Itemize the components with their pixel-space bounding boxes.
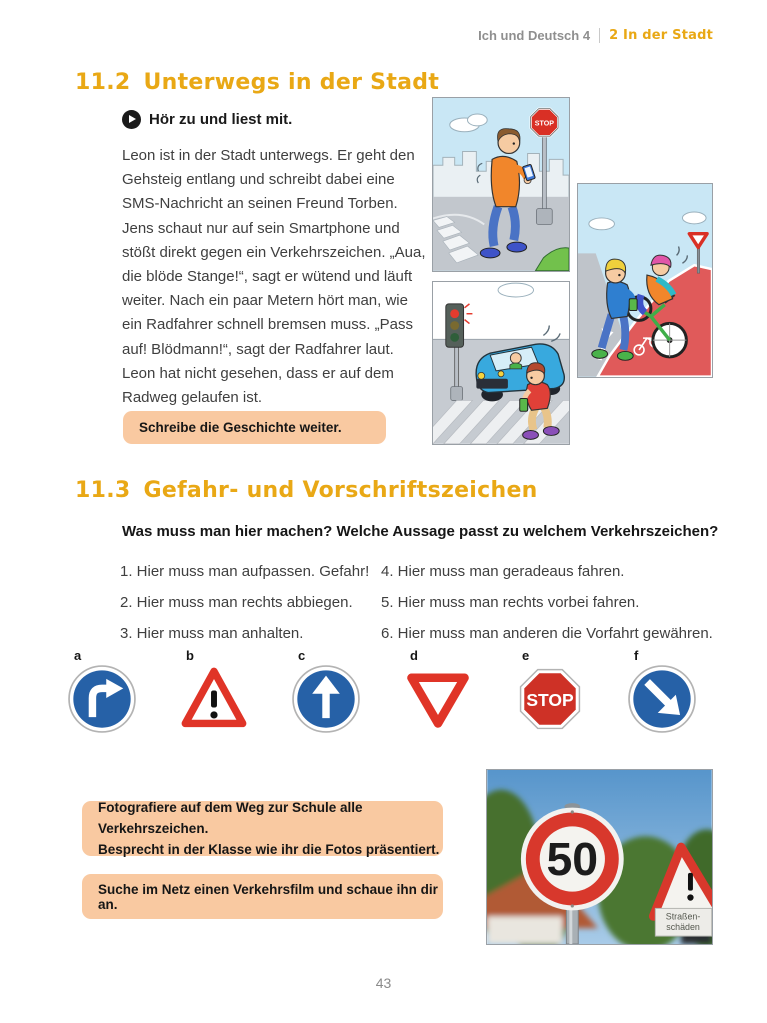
sign-option-e xyxy=(516,648,588,733)
speed-limit-value: 50 xyxy=(546,832,599,885)
statements-right-column xyxy=(381,556,713,649)
task-box-label: Schreibe die Geschichte weiter. xyxy=(139,420,342,435)
illustration-stop-label: STOP xyxy=(534,119,554,128)
book-title: Ich und Deutsch 4 xyxy=(478,28,591,43)
statement-item: 2. Hier muss man rechts abbiegen. xyxy=(120,594,353,611)
sign-letter: a xyxy=(74,648,82,663)
sign-option-d xyxy=(404,648,476,733)
road-damage-sign-line2: schäden xyxy=(666,922,700,933)
stop-sign-icon xyxy=(516,665,584,733)
illustration-cyclist-bike-path xyxy=(577,183,713,378)
story-text: Leon ist in der Stadt unterwegs. Er geht den Gehsteig entlang und schreibt dabei eine SMS-Nachricht an seinen Freund Torben. Jens schaut nur auf sein Smartphone und stößt direkt gegen ein Verkehrszeichen. „Aua, die blöde Stange!“, sagt er wütend und läuft weiter. Nach ein paar Metern hört man, wie ein Radfahrer schnell bremsen muss. „Pass auf! Blödmann!“, sagt der Radfahrer laut. Leon hat nicht gesehen, dass er auf dem Radweg gelaufen ist. xyxy=(122,147,426,407)
exercise-question: Was muss man hier machen? Welche Aussage passt zu welchem Verkehrszeichen? xyxy=(122,523,719,540)
statement-item: 5. Hier muss man rechts vorbei fahren. xyxy=(381,594,640,611)
task-box-film xyxy=(82,874,443,919)
listen-instruction xyxy=(122,110,292,129)
page-number: 43 xyxy=(375,975,392,991)
chapter-title: 2 In der Stadt xyxy=(609,28,713,43)
header-divider xyxy=(599,28,600,43)
sign-letter: b xyxy=(186,648,194,663)
task-box-line: Fotografiere auf dem Weg zur Schule alle Verkehrszeichen. xyxy=(98,800,363,836)
statements-left-column xyxy=(120,556,369,649)
sign-option-c xyxy=(292,648,364,733)
stop-label: STOP xyxy=(526,689,574,710)
task-box-photo xyxy=(82,801,443,856)
sign-option-b xyxy=(180,648,252,733)
photo-speed-limit-sign xyxy=(486,769,713,945)
pass-on-right-sign-icon xyxy=(628,665,696,733)
section-title: Gefahr- und Vorschriftszeichen xyxy=(143,478,538,503)
section-11-2-heading xyxy=(75,70,439,95)
statement-item: 4. Hier muss man geradeaus fahren. xyxy=(381,563,625,580)
section-number: 11.2 xyxy=(75,70,131,95)
section-11-3-heading xyxy=(75,478,538,503)
task-box-label: Suche im Netz einen Verkehrsfilm und schaue ihn dir an. xyxy=(98,881,438,912)
sign-letter: d xyxy=(410,648,418,663)
statement-item: 6. Hier muss man anderen die Vorfahrt gewähren. xyxy=(381,625,713,642)
give-way-sign-icon xyxy=(404,665,472,733)
turn-right-sign-icon xyxy=(68,665,136,733)
sign-letter: e xyxy=(522,648,530,663)
road-damage-sign-line1: Straßen- xyxy=(665,911,701,922)
page-header xyxy=(478,28,713,43)
straight-ahead-sign-icon xyxy=(292,665,360,733)
section-number: 11.3 xyxy=(75,478,131,503)
task-box-write-story xyxy=(123,411,386,444)
listen-label: Hör zu und liest mit. xyxy=(149,111,293,128)
task-box-line: Besprecht in der Klasse wie ihr die Fotos präsentiert. xyxy=(98,842,440,857)
statement-item: 1. Hier muss man aufpassen. Gefahr! xyxy=(120,563,370,580)
section-title: Unterwegs in der Stadt xyxy=(143,70,440,95)
sign-option-f xyxy=(628,648,700,733)
sign-option-a xyxy=(68,648,140,733)
illustration-car-zebra-crossing xyxy=(432,281,570,445)
sign-letter: f xyxy=(634,648,639,663)
sign-letter: c xyxy=(298,648,306,663)
illustration-pedestrian-stop-sign xyxy=(432,97,570,272)
danger-warning-sign-icon xyxy=(180,665,248,733)
play-icon xyxy=(122,110,141,129)
statement-item: 3. Hier muss man anhalten. xyxy=(120,625,304,642)
